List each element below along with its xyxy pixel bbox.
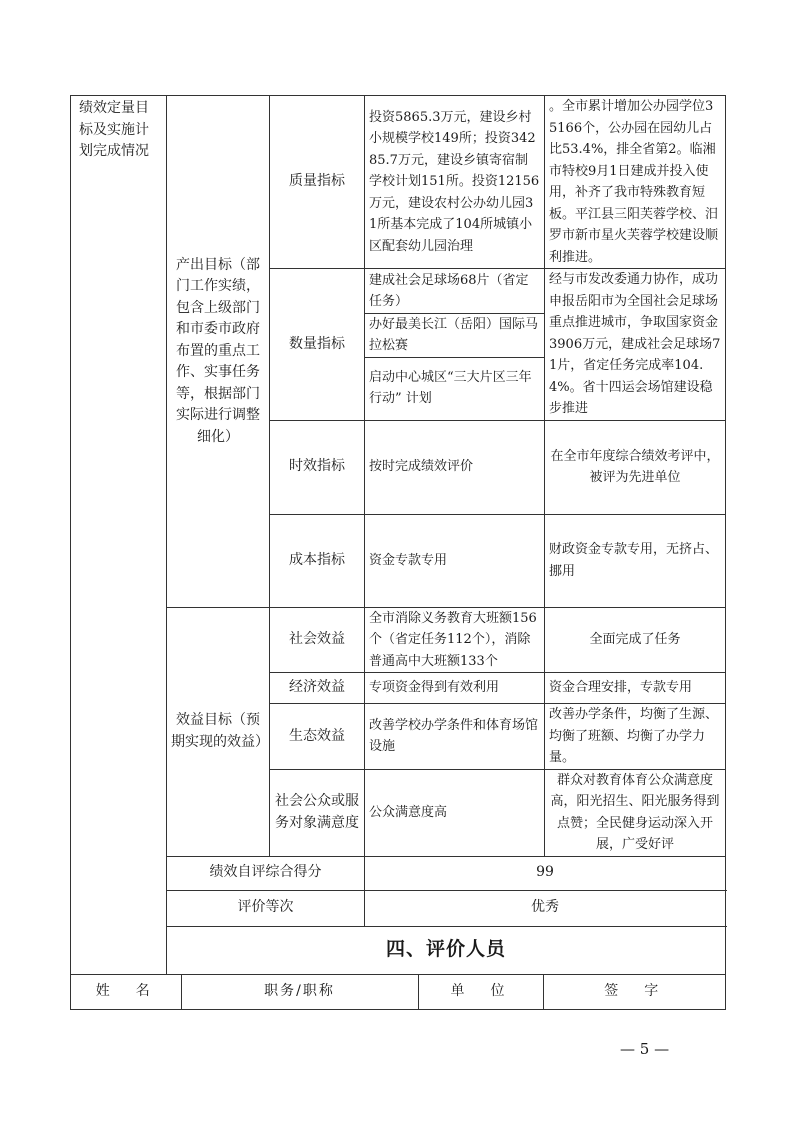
satisfaction-target: 公众满意度高 bbox=[365, 769, 545, 856]
economic-benefit-label: 经济效益 bbox=[270, 673, 365, 704]
header-signature: 签 字 bbox=[604, 982, 665, 999]
quantity-targets bbox=[365, 269, 545, 421]
quality-indicator-label: 质量指标 bbox=[270, 96, 365, 269]
economic-benefit-result: 资金合理安排，专款专用 bbox=[545, 673, 726, 704]
timeliness-target: 按时完成绩效评价 bbox=[365, 420, 545, 514]
quantity-target-item: 建成社会足球场68片（省定任务） bbox=[365, 270, 544, 314]
benefit-goal-label: 效益目标（预期实现的效益） bbox=[167, 607, 270, 856]
social-benefit-target: 全市消除义务教育大班额156个（省定任务112个），消除普通高中大班额133个 bbox=[365, 607, 545, 673]
score-value: 99 bbox=[365, 856, 726, 890]
satisfaction-label: 社会公众或服务对象满意度 bbox=[270, 769, 365, 856]
page-number: — 5 — bbox=[620, 1040, 670, 1058]
output-goal-label: 产出目标（部门工作实绩，包含上级部门和市委市政府布置的重点工作、实事任务等，根据部门实际进行调整细化） bbox=[167, 96, 270, 608]
cost-result: 财政资金专款专用，无挤占、挪用 bbox=[545, 514, 726, 607]
quantitative-goals-label: 绩效定量目标及实施计划完成情况 bbox=[71, 96, 167, 975]
economic-benefit-target: 专项资金得到有效利用 bbox=[365, 673, 545, 704]
grade-label: 评价等次 bbox=[167, 890, 365, 926]
quality-target: 投资5865.3万元，建设乡村小规模学校149所；投资34285.7万元，建设乡镇寄宿制学校计划151所。投资12156万元，建设农村公办幼儿园31所基本完成了104所城镇小区配套幼儿园治理 bbox=[365, 96, 545, 269]
quantity-target-item: 办好最美长江（岳阳）国际马拉松赛 bbox=[365, 313, 544, 357]
evaluator-header-row bbox=[71, 974, 726, 1009]
quantity-result: 经与市发改委通力协作，成功申报岳阳市为全国社会足球场重点推进城市，争取国家资金3906万元，建成社会足球场71片，省定任务完成率104.4%。省十四运会场馆建设稳步推进 bbox=[545, 269, 726, 421]
timeliness-result: 在全市年度综合绩效考评中，被评为先进单位 bbox=[545, 420, 726, 514]
grade-value: 优秀 bbox=[365, 890, 726, 926]
header-unit: 单 位 bbox=[418, 975, 543, 1009]
header-title: 职务/职称 bbox=[181, 975, 418, 1009]
cost-indicator-label: 成本指标 bbox=[270, 514, 365, 607]
section-title: 四、评价人员 bbox=[167, 926, 726, 974]
ecological-benefit-label: 生态效益 bbox=[270, 704, 365, 770]
timeliness-indicator-label: 时效指标 bbox=[270, 420, 365, 514]
social-benefit-label: 社会效益 bbox=[270, 607, 365, 673]
satisfaction-result: 群众对教育体育公众满意度高，阳光招生、阳光服务得到点赞；全民健身运动深入开展，广受好评 bbox=[545, 769, 726, 856]
header-name: 姓 名 bbox=[71, 975, 181, 1009]
social-benefit-result: 全面完成了任务 bbox=[545, 607, 726, 673]
quality-result: 。全市累计增加公办园学位35166个，公办园在园幼儿占比53.4%，排全省第2。临湘市特校9月1日建成并投入使用，补齐了我市特殊教育短板。平江县三阳芙蓉学校、汨罗市新市星火芙蓉学校建设顺利推进。 bbox=[545, 96, 726, 269]
cost-target: 资金专款专用 bbox=[365, 514, 545, 607]
ecological-benefit-target: 改善学校办学条件和体育场馆设施 bbox=[365, 704, 545, 770]
quantity-indicator-label: 数量指标 bbox=[270, 269, 365, 421]
ecological-benefit-result: 改善办学条件，均衡了生源、均衡了班额、均衡了办学力量。 bbox=[545, 704, 726, 770]
score-label: 绩效自评综合得分 bbox=[167, 856, 365, 890]
quantity-target-item: 启动中心城区“三大片区三年行动” 计划 bbox=[369, 369, 532, 407]
performance-table bbox=[70, 95, 726, 1010]
